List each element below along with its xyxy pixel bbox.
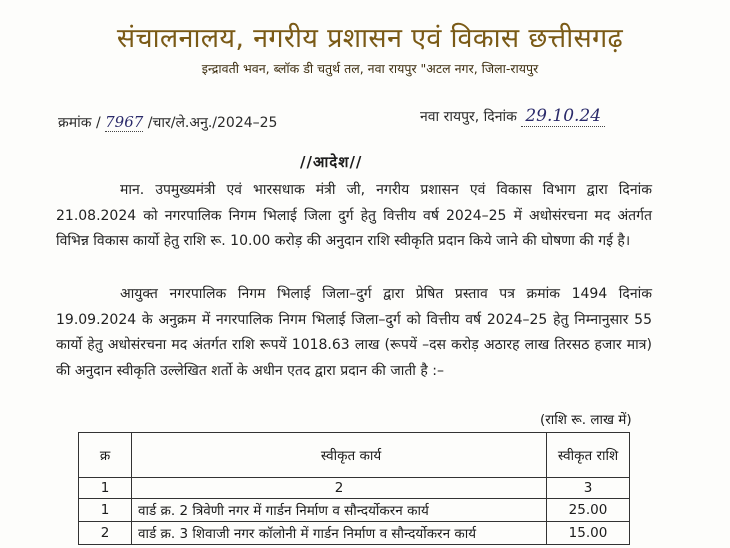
row-work: वार्ड क्र. 3 शिवाजी नगर कॉलोनी में गार्डन निर्माण व सौन्दर्योकरन कार्य: [132, 522, 547, 545]
header-sno: क्र: [79, 433, 132, 478]
column-number-3: 3: [547, 478, 630, 499]
order-date: 29.10.24: [521, 106, 605, 127]
header-amount: स्वीकृत राशि: [547, 433, 630, 478]
column-number-2: 2: [132, 478, 547, 499]
row-sno: 1: [79, 499, 132, 522]
reference-line: [58, 113, 277, 132]
table-header-row: [79, 433, 630, 478]
reference-prefix: क्रमांक /: [58, 115, 101, 131]
table-row: [79, 522, 630, 545]
place-label: नवा रायपुर, दिनांक: [420, 109, 517, 125]
order-heading: //आदेश//: [300, 153, 363, 171]
row-amount: 15.00: [547, 522, 630, 545]
column-number-1: 1: [79, 478, 132, 499]
office-title: संचालनालय, नगरीय प्रशासन एवं विकास छत्तीसगढ़: [116, 23, 624, 54]
reference-number: 7967: [105, 113, 144, 131]
office-address: इन्द्रावती भवन, ब्लॉक डी चतुर्थ तल, नवा रायपुर "अटल नगर, जिला-रायपुर: [201, 61, 539, 76]
paragraph-sanction: आयुक्त नगरपालिक निगम भिलाई जिला–दुर्ग द्वारा प्रेषित प्रस्ताव पत्र क्रमांक 1494 दिनांक 19.09.2024 के अनुक्रम में नगरपालिक निगम भिलाई जिला–दुर्ग को वित्तीय वर्ष 2024–25 हेतु निम्नानुसार 55 कार्यो हेतु अधोसंरचना मद अंतर्गत राशि रूपयें 1018.63 लाख (रूपयें –दस करोड़ अठारह लाख तिरसठ हजार मात्र) की अनुदान स्वीकृति उल्लेखित शर्तो के अधीन एतद द्वारा प्रदान की जाती है :–: [56, 286, 652, 379]
row-work: वार्ड क्र. 2 त्रिवेणी नगर में गार्डन निर्माण व सौन्दर्योकरन कार्य: [132, 499, 547, 522]
table-row: [79, 499, 630, 522]
reference-suffix: /चार/ले.अनु./2024–25: [147, 115, 278, 131]
place-date-line: [420, 106, 605, 127]
works-table: [78, 432, 630, 545]
amount-unit-note: (राशि रू. लाख में): [540, 412, 632, 428]
header-work: स्वीकृत कार्य: [132, 433, 547, 478]
column-number-row: [79, 478, 630, 499]
row-amount: 25.00: [547, 499, 630, 522]
paragraph-announcement: मान. उपमुख्यमंत्री एवं भारसधाक मंत्री जी, नगरीय प्रशासन एवं विकास विभाग द्वारा दिनांक 21.08.2024 को नगरपालिक निगम भिलाई जिला दुर्ग हेतु वित्तीय वर्ष 2024–25 में अधोसंरचना मद अंतर्गत विभिन्न विकास कार्यो हेतु राशि रू. 10.00 करोड़ की अनुदान राशि स्वीकृति प्रदान किये जाने की घोषणा की गई है।: [56, 182, 652, 249]
row-sno: 2: [79, 522, 132, 545]
